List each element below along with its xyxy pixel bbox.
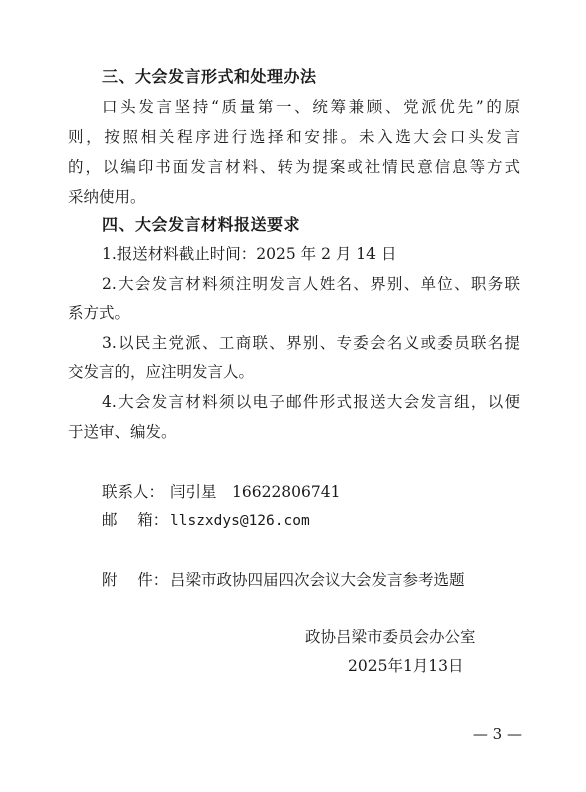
signature-organization: 政协吕梁市委员会办公室 <box>305 628 476 646</box>
contact-email-label: 邮 箱： <box>102 511 169 529</box>
section-4-item-3-line-2: 交发言的，应注明发言人。 <box>68 363 255 381</box>
section-4-item-2-line-2: 系方式。 <box>68 304 131 322</box>
section-4-item-1: 1.报送材料截止时间：2025 年 2 月 14 日 <box>102 245 397 263</box>
section-4-item-3-line-1: 3.以民主党派、工商联、界别、专委会名义或委员联名提 <box>102 334 520 352</box>
section-3-line-3: 的，以编印书面发言材料、转为提案或社情民意信息等方式 <box>68 158 520 176</box>
section-4-item-4-line-1: 4.大会发言材料须以电子邮件形式报送大会发言组，以便 <box>102 393 520 411</box>
section-3-line-4: 采纳使用。 <box>68 188 146 206</box>
section-4-heading: 四、大会发言材料报送要求 <box>102 215 301 234</box>
contact-email[interactable]: llszxdys@126.com <box>170 513 310 529</box>
contact-person-label: 联系人： <box>102 483 165 501</box>
section-3-line-2: 则，按照相关程序进行选择和安排。未入选大会口头发言 <box>68 128 520 146</box>
section-3-line-1: 口头发言坚持“质量第一、统筹兼顾、党派优先”的原 <box>102 98 520 116</box>
page-number: — 3 — <box>472 725 522 743</box>
contact-person-name: 闫引星 <box>170 483 217 501</box>
section-4-item-4-line-2: 于送审、编发。 <box>68 423 177 441</box>
section-3-heading: 三、大会发言形式和处理办法 <box>102 67 317 86</box>
attachment-title: 吕梁市政协四届四次会议大会发言参考选题 <box>170 571 465 589</box>
section-4-item-2-line-1: 2.大会发言材料须注明发言人姓名、界别、单位、职务联 <box>102 275 520 293</box>
contact-phone: 16622806741 <box>232 483 341 501</box>
attachment-label: 附 件： <box>102 571 169 589</box>
signature-date: 2025年1月13日 <box>348 657 464 675</box>
